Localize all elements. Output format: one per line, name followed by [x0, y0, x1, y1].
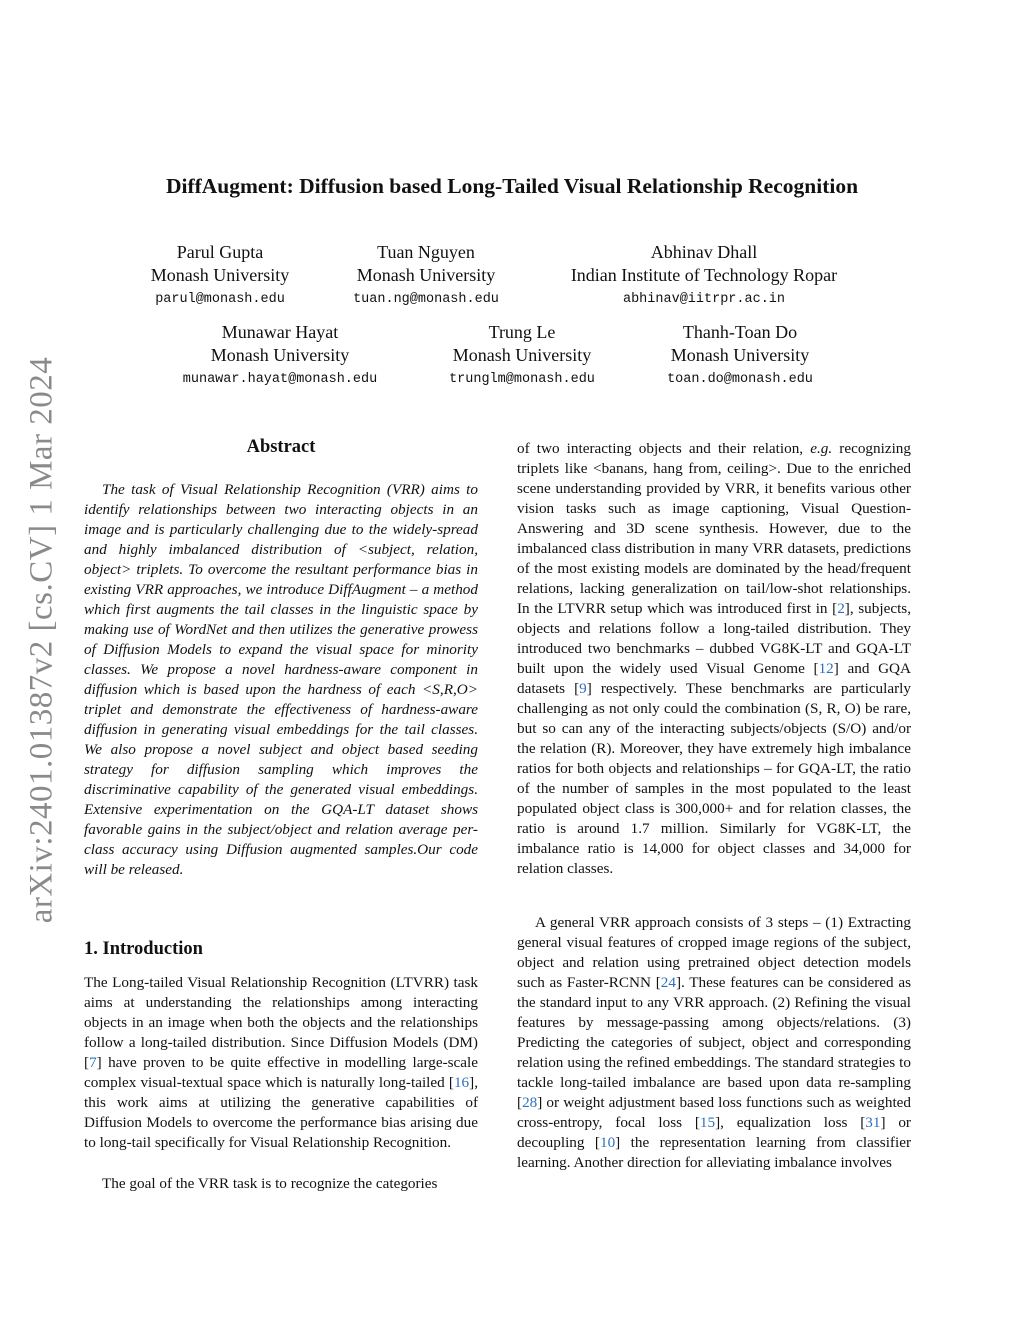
citation-link[interactable]: 31	[865, 1114, 881, 1131]
author-affiliation: Monash University	[356, 265, 496, 285]
author-email[interactable]: parul@monash.edu	[155, 292, 285, 307]
text-run: The Long-tailed Visual Relationship Recognition (LTVRR) task aims at understanding the relationships among interacting objects in an image when both the objects and the relationships follow a long-tailed distribution. Since Diffusion Models (DM) [	[84, 974, 478, 1071]
text-run: recognizing triplets like <banans, hang from, ceiling>. Due to the enriched scene understanding provided by VRR, it benefits various other vision tasks such as image captioning, Visual Question-Answering and 3D scene synthesis. However, due to the imbalanced class distribution in many VRR datasets, predictions of the most existing models are dominated by the head/frequent relations, lacking generalization on tail/low-shot relationships. In the LTVRR setup which was introduced first in [	[517, 440, 911, 617]
citation-link[interactable]: 9	[579, 680, 587, 697]
author-name: Parul Gupta	[176, 242, 264, 262]
citation-link[interactable]: 12	[818, 660, 834, 677]
author-affiliation: Monash University	[210, 345, 350, 365]
abstract-heading: Abstract	[246, 437, 316, 457]
author-block	[336, 241, 516, 307]
citation-link[interactable]: 10	[599, 1134, 616, 1151]
author-name: Thanh-Toan Do	[682, 322, 798, 342]
author-email[interactable]: munawar.hayat@monash.edu	[182, 372, 378, 387]
text-run: of two interacting objects and their relation,	[517, 440, 811, 457]
citation-link[interactable]: 15	[699, 1114, 716, 1131]
author-name: Munawar Hayat	[221, 322, 339, 342]
author-name: Trung Le	[488, 322, 556, 342]
author-affiliation: Indian Institute of Technology Ropar	[570, 265, 838, 285]
author-block	[160, 321, 400, 387]
text-run: A general VRR approach consists of 3 steps – (1) Extracting general visual features of cropped image regions of the subject, object and relation using pretrained object detection models such as Faster-RCNN [	[517, 914, 911, 991]
text-run: ] respectively. These benchmarks are particularly challenging as not only could the combination (S, R, O) be rare, but so can any of the interacting subjects/objects (S/O) and/or the relation (R). Moreover, they have extremely high imbalance ratios for both objects and relationships – for GQA-LT, the ratio of the number of samples in the most populated to the least populated object class is 300,000+ and for relation classes, the ratio is around 1.7 million. Similarly for VG8K-LT, the imbalance ratio is 14,000 for object classes and 34,000 for relation classes.	[517, 680, 911, 877]
author-affiliation: Monash University	[670, 345, 810, 365]
citation-link[interactable]: 24	[660, 974, 676, 991]
text-run: ], this work aims at utilizing the generative capabilities of Diffusion Models to overcome the performance bias arising due to long-tail specifically for Visual Relationship Recognition.	[84, 1074, 478, 1151]
author-email[interactable]: toan.do@monash.edu	[667, 372, 813, 387]
citation-link[interactable]: 28	[522, 1094, 538, 1111]
text-run: ] have proven to be quite effective in modelling large-scale complex visual-textual space which is naturally long-tailed [	[84, 1054, 478, 1091]
text-run: ] or decoupling [	[517, 1114, 911, 1151]
abstract-text: The task of Visual Relationship Recognition (VRR) aims to identify relationships between two interacting objects in an image and is particularly challenging due to the widely-spread and highly imbalanced distribution of <subject, relation, object> triplets. To overcome the resultant performance bias in existing VRR approaches, we introduce DiffAugment – a method which first augments the tail classes in the linguistic space by making use of WordNet and then utilizes the generative prowess of Diffusion Models to expand the visual space for minority classes. We propose a novel hardness-aware component in diffusion which is based upon the hardness of each <S,R,O> triplet and demonstrate the effectiveness of hardness-aware diffusion in generating visual embeddings for the tail classes. We also propose a novel subject and object based seeding strategy for diffusion sampling which improves the discriminative capability of the generated visual embeddings. Extensive experimentation on the GQA-LT dataset shows favorable gains in the subject/object and relation average per-class accuracy using Diffusion augmented samples.Our code will be released.	[84, 481, 478, 878]
text-run: ], equalization loss [	[715, 1114, 866, 1131]
author-name: Abhinav Dhall	[650, 242, 758, 262]
intro-paragraph-1	[84, 973, 478, 1153]
citation-link[interactable]: 16	[453, 1074, 470, 1091]
text-run: ]. These features can be considered as the standard input to any VRR approach. (2) Refining the visual features by message-passing among objects/relations. (3) Predicting the categories of subject, object and corresponding relation using the refined embeddings. The standard strategies to tackle long-tailed imbalance are based upon data re-sampling [	[517, 974, 911, 1111]
intro-paragraph-2-continued	[517, 439, 911, 879]
author-email[interactable]: abhinav@iitrpr.ac.in	[622, 292, 786, 307]
text-run: ] the representation learning from classifier learning. Another direction for alleviating imbalance involves	[517, 1134, 911, 1171]
text-run: ], subjects, objects and relations follow a long-tailed distribution. They introduced two benchmarks – dubbed VG8K-LT and GQA-LT built upon the widely used Visual Genome [	[517, 600, 911, 677]
author-block	[544, 241, 864, 307]
author-email[interactable]: tuan.ng@monash.edu	[353, 292, 499, 307]
author-affiliation: Monash University	[452, 345, 592, 365]
intro-paragraph-2-start: The goal of the VRR task is to recognize the categories	[102, 1175, 438, 1192]
author-email[interactable]: trunglm@monash.edu	[449, 372, 595, 387]
intro-paragraph-3	[517, 913, 911, 1173]
author-name: Tuan Nguyen	[377, 242, 475, 262]
author-block	[422, 321, 622, 387]
citation-link[interactable]: 2	[837, 600, 845, 617]
text-run: ] and GQA datasets [	[517, 660, 911, 697]
author-block	[640, 321, 840, 387]
paper-title: DiffAugment: Diffusion based Long-Tailed Visual Relationship Recognition	[165, 174, 859, 198]
section-heading-introduction: 1. Introduction	[84, 939, 203, 959]
author-affiliation: Monash University	[150, 265, 290, 285]
text-run-italic: e.g.	[810, 440, 833, 457]
text-run: ] or weight adjustment based loss functions such as weighted cross-entropy, focal loss [	[517, 1094, 911, 1131]
arxiv-identifier: arXiv:2401.01387v2 [cs.CV] 1 Mar 2024	[23, 356, 60, 924]
citation-link[interactable]: 7	[89, 1054, 97, 1071]
author-block	[130, 241, 310, 307]
